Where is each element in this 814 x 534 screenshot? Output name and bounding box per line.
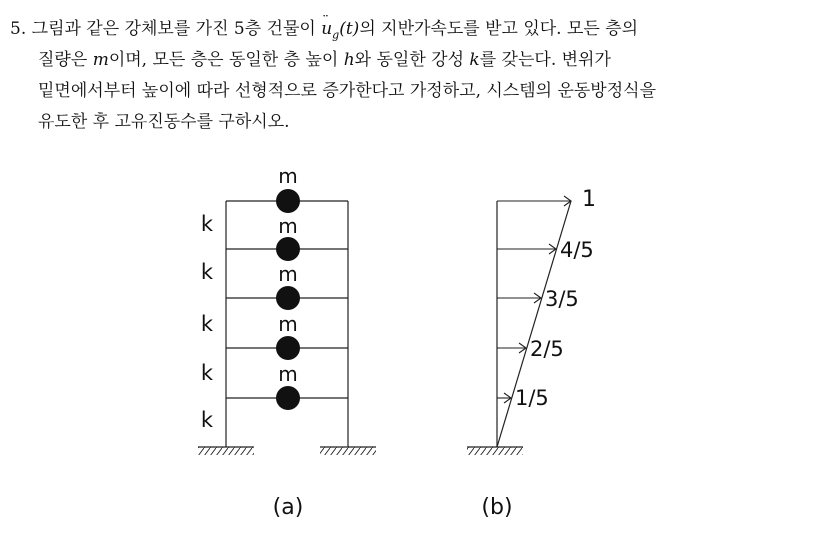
- ground-acceleration-symbol: ·· $u_g(t)$: [321, 9, 360, 42]
- variable-h: h: [343, 50, 355, 70]
- mass-label: m: [278, 312, 298, 336]
- problem-text-segment: 그림과 같은 강체보를 가진 5층 건물이: [31, 19, 316, 39]
- floor-mass: [276, 237, 300, 261]
- displacement-figure-b: [467, 187, 596, 520]
- mass-label: m: [278, 214, 298, 238]
- problem-number: 5.: [10, 19, 27, 39]
- problem-text-segment: 와 동일한 강성: [354, 50, 465, 70]
- stiffness-label: k: [200, 408, 214, 432]
- figure-b-caption: (b): [481, 495, 513, 520]
- variable-k: k: [469, 50, 480, 70]
- problem-line-4: 유도한 후 고유진동수를 구하시오.: [38, 112, 290, 132]
- stiffness-label: k: [200, 260, 214, 284]
- figure-a-caption: (a): [272, 495, 304, 520]
- displacement-label: 3/5: [545, 287, 579, 311]
- floor-mass: [276, 189, 300, 213]
- mass-label: m: [278, 362, 298, 386]
- floor-mass: [276, 386, 300, 410]
- mass-label: m: [278, 262, 298, 286]
- stiffness-label: k: [200, 212, 214, 236]
- stiffness-label: k: [200, 312, 214, 336]
- mass-label: m: [278, 164, 298, 188]
- accel-symbol: u: [321, 19, 333, 39]
- problem-text-segment: 이며, 모든 층은 동일한 층 높이: [108, 50, 339, 70]
- displacement-label: 2/5: [530, 337, 564, 361]
- displacement-label: 1/5: [515, 386, 549, 410]
- frame-figure-a: [198, 164, 376, 520]
- ground-hatch: [198, 447, 254, 455]
- problem-line-3: 밑면에서부터 높이에 따라 선형적으로 증가한다고 가정하고, 시스템의 운동방정식을: [38, 81, 656, 101]
- accel-subscript: g: [332, 28, 340, 42]
- variable-m: m: [92, 50, 109, 70]
- displacement-label: 4/5: [560, 238, 594, 262]
- problem-text-segment: 질량은: [38, 50, 88, 70]
- floor-mass: [276, 336, 300, 360]
- displacement-label: 1: [582, 187, 596, 212]
- problem-text-segment: 의 지반가속도를 받고 있다. 모든 층의: [359, 19, 639, 39]
- accel-argument: (t): [339, 19, 360, 39]
- ground-hatch: [320, 447, 376, 455]
- problem-text-segment: 를 갖는다. 변위가: [479, 50, 611, 70]
- floor-mass: [276, 286, 300, 310]
- ground-hatch: [467, 447, 523, 455]
- stiffness-label: k: [200, 361, 214, 385]
